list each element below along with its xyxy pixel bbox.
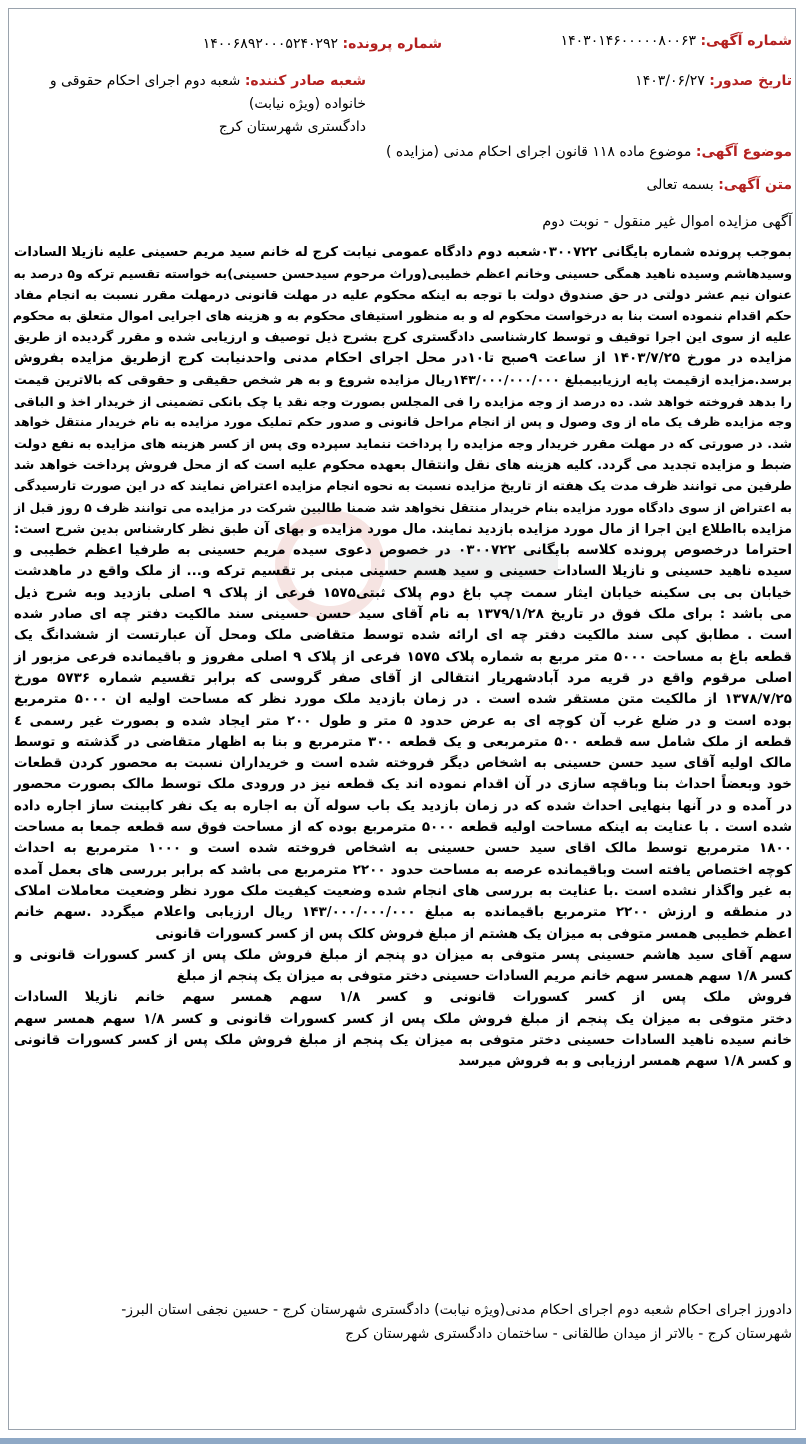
body-line: در منطقه و ارزش ۲۲۰۰ مترمربع باقیمانده به مبلغ ۱۴۳/۰۰۰/۰۰۰/۰۰۰ ریال ارزیابی واعلام میگردد .سهم خانم [14,904,793,921]
body-line: شده است . با عنایت به اینکه مساحت اولیه قطعه ۵۰۰۰ مترمربع بوده که از مساحت فوق سه قطعه جمعا به مساحت [14,819,792,836]
subject-label: موضوع آگهی: [695,144,792,160]
body-line: به اعتراض از سوی دادگاه مورد مزایده بنام خریدار منتقل نخواهد شد ضمنا طالبین شرکت در مزایده می توانند ظرف ۵ روز قبل از [14,500,792,515]
body-line: ۱۳۷۸/۷/۲۵ از مالکیت متن مستقر شده است . در زمان بازدید ملک مورد نظر که مساحت اولیه ان ۵۰۰۰ مترمربع [14,691,793,708]
body-line: می باشد : برای ملک فوق در تاریخ ۱۳۷۹/۱/۲۸ به نام آقای سید حسن حسینی سند مالکیت دفتر چه ای صادر شده [14,606,793,623]
body-line: دختر متوفی به میزان یک پنجم از مبلغ فروش ملک پس از کسر کسورات قانونی و کسر ۱/۸ سهم همسر سهم [14,1010,792,1027]
body-line: طرفین می توانند ظرف مدت یک هفته از تاریخ مزایده نسبت به نحوه انجام مزایده اعتراض نمایند که در این صورت تارسیدگی [14,479,792,495]
subject-row [386,144,792,160]
body-line: خود وبعضاً احداث بنا وباقچه سازی در آن اقدام نموده اند یک قطعه نیز در ورودی ملک توسط مالک بصورت محصور [14,776,792,793]
body-line: مزایده بااطلاع این اجرا از مال مورد مزایده بازدید نمایند. مال مورد مزایده و بهای آن طبق نظر کارشناس بدین شرح است: [14,521,792,537]
body-line: کسر ۱/۸ سهم همسر سهم خانم مریم السادات حسینی دختر متوفی به میزان یک پنجم از مبلغ [176,968,792,985]
subject-value: موضوع ماده ۱۱۸ قانون اجرای احکام مدنی (مزایده ) [385,144,692,160]
body-line: وسیدهاشم وسیده ناهید همگی حسینی وخانم اعظم خطیبی(وراث مرحوم سیدحسن حسینی)به خواسته تقسیم ترکه و۵ درصد به [13,266,792,282]
body-line: خیابان بی بی سکینه خیابان ایثار سمت چپ باغ دوم پلاک ثبتی۱۵۷۵ فرعی از پلاک ۹ اصلی بازدید وبه شرح ذیل [14,584,792,601]
body-line: وجه مزایده ظرف یک ماه از وی وصول و پس از انجام مراحل قانونی و صدور حکم تملیک مورد مزایده به نام خریدار منتقل خواهد [14,415,792,430]
body-line: قطعه باغ به مساحت ۵۰۰۰ متر مربع به شماره پلاک ۱۵۷۵ فرعی از پلاک ۹ اصلی مفروز و باقیمانده فرعی مزبور از [14,648,792,665]
body-line: قطعه از ملک شامل سه قطعه ۵۰۰ مترمربعی و یک قطعه ۳۰۰ مترمربع و بنا به اظهار متقاضی در گذشته و توسط [14,733,793,750]
body-line: خانم سیده ناهید السادات حسینی دختر متوفی به میزان یک پنجم از مبلغ فروش ملک پس از کسر کسورات قانونی [14,1031,792,1048]
body-line: به غیر واگذار نشده است .با عنایت به بررسی های انجام شده وضعیت کیفیت ملک مورد نظر وضعیت معاملات املاک [14,882,792,899]
text-value: بسمه تعالی [646,177,714,193]
ad-number-label: شماره آگهی: [700,33,792,49]
body-line: و کسر ۱/۸ سهم همسر ارزیابی و به فروش میرسد [458,1053,792,1070]
body-line: اعظم خطیبی همسر متوفی به میزان یک هشتم از مبلغ فروش کلک پس از کسر کسورات قانونی [155,925,792,942]
body-line: است . مطابق کپی سند مالکیت دفتر چه ای ارائه شده توسط متقاضی ملک ومحل آن عبارتست از ششدانگ یک [14,627,792,644]
body-line: سهم آقای سید هاشم حسینی پسر متوفی به میزان دو پنجم از مبلغ فروش ملک پس از کسر کسورات قانونی و [14,946,792,963]
ad-number [561,30,792,52]
issue-date-value: ۱۴۰۳/۰۶/۲۷ [635,73,705,89]
bottom-bar [0,1438,806,1444]
case-number-label: شماره پرونده: [342,36,442,52]
case-number-value: ۱۴۰۰۶۸۹۲۰۰۰۵۲۴۰۲۹۲ [202,36,339,52]
text-label: متن آگهی: [718,177,792,193]
issuer-line2: دادگستری شهرستان کرج [218,119,366,135]
body-line: مزایده در مورخ ۱۴۰۳/۷/۲۵ از ساعت ۹صبح تا۱۰در محل اجرای احکام مدنی واحدنیابت کرج ازطریق مزایده بفروش [14,350,793,367]
body-line: بموجب پرونده شماره بایگانی ۰۳۰۰۷۲۲شعبه دوم دادگاه عمومی نیابت کرج له خانم سید مریم حسینی علیه نازیلا السادات [14,245,792,260]
body-line: بوده است و در ضلع غرب آن کوچه ای به عرض حدود ۵ متر و طول ۲۰۰ متر ایجاد شده و بصورت غیر رسمی ٤ [14,712,792,729]
text-row [646,177,792,193]
body-line: مالک اولیه آقای سید حسن حسینی به اشخاص دیگر فروخته شده است و خریداران نسبت به محصور کردن قطعات [14,755,792,772]
issuer-line1: شعبه دوم اجرای احکام حقوقی و خانواده (ویژه نیابت) [49,73,366,112]
body-line: در آمده و در آنها بنهایی احداث شده که در زمان بازدید یک باب سوله آن به اجاره به یک نفر کابینت ساز اجاره داده [14,797,792,814]
issuer-block [6,70,366,139]
body-line: احتراما درخصوص پرونده کلاسه بایگانی ۰۳۰۰۷۲۲ در خصوص دعوی سیده مریم حسینی به طرفیا اعظم خطیبی و [14,542,793,559]
issue-date [635,70,792,92]
footer-line: شهرستان کرج - بالاتر از میدان طالقانی - ساختمان دادگستری شهرستان کرج [345,1326,792,1342]
case-number [203,33,442,55]
body-line: ۱۸۰۰ مترمربع توسط مالک اقای سید حسن حسینی به اشخاص فروخته شده است و ۱۰۰۰ مترمربع به احداث [14,840,792,857]
body-line: فروش ملک پس از کسر کسورات قانونی و کسر ۱/۸ سهم همسر سهم خانم نازیلا السادات [14,989,792,1006]
notice-heading: آگهی مزایده اموال غیر منقول - نوبت دوم [542,214,792,230]
issuer-label: شعبه صادر کننده: [244,73,366,89]
body-line: شد. در صورتی که در مهلت مقرر خریدار وجه مزایده را پرداخت ننماید سپرده وی پس از کسر هزینه های مزایده به نفع دولت [14,436,792,452]
body-line: را بدهد فروخته خواهد شد. ده درصد از وجه مزایده را فی المجلس بصورت وجه نقد یا چک بانکی تضمینی از خریدار اخذ و الباقی [14,394,792,410]
ad-number-value: ۱۴۰۳۰۱۴۶۰۰۰۰۰۸۰۰۶۳ [560,33,696,49]
notice-body [14,242,792,1073]
body-line: کوچه اختصاص یافته است وباقیمانده عرصه به مساحت حدود ۲۲۰۰ مترمربع می باشد که برابر بررسی های بعمل آمده [14,861,792,878]
body-line: اصلی مرقوم واقع در قریه مرد آبادشهریار انتقالی از آقای صفر گروسی که برابر تقسیم شماره ۵۷۳۶ مورخ [14,669,793,686]
body-line: ضبط و مزایده تجدید می گردد. کلیه هزینه های نقل وانتقال بعهده محکوم علیه است که از محل فروش پرداخت خواهد شد [14,457,792,473]
body-line: حکم اقدام ننموده است بنا به درخواست محکوم له و به منظور استیفای محکوم به و هزینه های اجرایی اموال متعلق به محکوم [12,308,792,324]
body-line: سیده ناهید حسینی و نازیلا السادات حسینی و سید هسم حسینی مبنی بر تقسیم ترکه و... از ملک واقع در ماهدشت [14,563,792,580]
body-line: علیه از سوی این اجرا توقیف و توسط کارشناسی دادگستری کرج بشرح ذیل توصیف و ارزیابی شده و مقرر گردیده از طریق [14,330,792,346]
body-line: برسد.مزایده ازقیمت پایه ارزیابیمبلغ ۱۴۳/۰۰۰/۰۰۰/۰۰۰ریال مزایده شروع و به هر شخص حقیقی و حقوقی که بالاترین قیمت [14,372,792,388]
body-line: عنوان نیم عشر دولتی در حق صندوق دولت با توجه به اینکه محکوم علیه در مهلت قانونی درمهلت مقرر نسبت به انجام مفاد [14,287,792,303]
footer-block [14,1298,792,1346]
footer-line: دادورز اجرای احکام شعبه دوم اجرای احکام مدنی(ویژه نیابت) دادگستری شهرستان کرج - حسین نجفی استان البرز- [121,1302,792,1318]
issue-date-label: تاریخ صدور: [709,73,792,89]
